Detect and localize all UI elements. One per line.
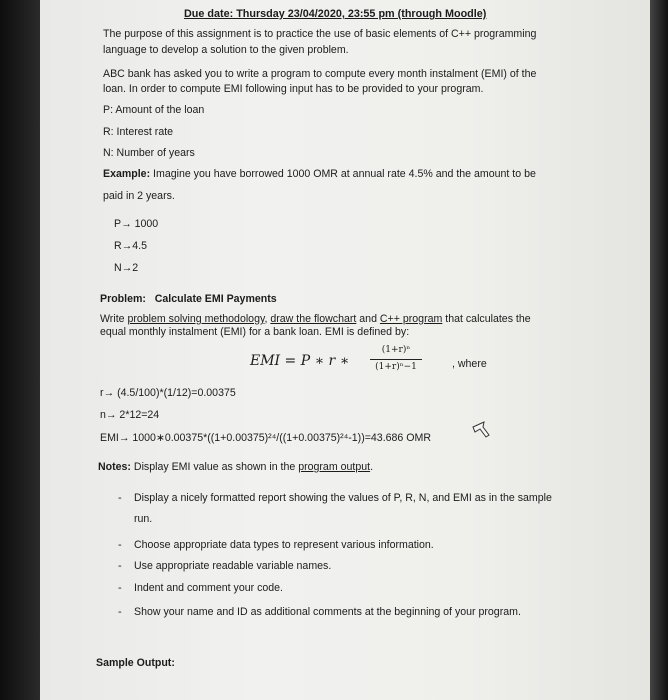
due-date-heading: Due date: Thursday 23/04/2020, 23:55 pm (through Moodle) (184, 8, 487, 20)
purpose-line-2: language to develop a solution to the given problem. (103, 44, 349, 56)
problem-desc-line-2: equal monthly instalment (EMI) for a bank loan. EMI is defined by: (100, 326, 410, 338)
problem-cpp-link: C++ program (379, 313, 443, 325)
example-label: Example: (103, 168, 151, 180)
notes-text: Display EMI value as shown in the (130, 461, 299, 473)
problem-w2: , (264, 313, 271, 325)
bullet-marker: - (118, 582, 122, 594)
calc-emi: EMI→ 1000∗0.00375*((1+0.00375)²⁴/((1+0.00375)²⁴-1))=43.686 OMR (100, 432, 431, 444)
bullet-1: Display a nicely formatted report showing the values of P, R, N, and EMI as in the sample (134, 492, 552, 504)
problem-flowchart-link: draw the flowchart (270, 313, 357, 325)
example-n-value: N→2 (114, 262, 139, 274)
example-p-value: P→ 1000 (114, 218, 159, 230)
input-n: N: Number of years (103, 147, 195, 159)
problem-methodology-link: problem solving methodology (127, 313, 265, 325)
problem-desc-line-1 (100, 313, 531, 326)
photo-left-edge (0, 0, 40, 700)
problem-w1: Write (100, 313, 128, 325)
notes-end: . (370, 461, 374, 473)
problem-w4: that calculates the (442, 313, 531, 325)
intro-line-2: loan. In order to compute EMI following input has to be provided to your program. (103, 83, 484, 95)
emi-formula-lhs: EMI = P ∗ r ∗ (250, 353, 350, 369)
purpose-line-1: The purpose of this assignment is to practice the use of basic elements of C++ programming (103, 28, 537, 40)
example-line-1 (103, 168, 536, 181)
emi-formula-fraction-bar (370, 359, 422, 360)
input-p: P: Amount of the loan (103, 104, 205, 116)
bullet-marker: - (118, 492, 122, 504)
bullet-marker: - (118, 560, 122, 572)
bullet-2: Choose appropriate data types to represent various information. (134, 539, 434, 551)
sample-output-label: Sample Output: (96, 657, 175, 669)
bullet-5: Show your name and ID as additional comments at the beginning of your program. (134, 606, 521, 618)
bullet-4: Indent and comment your code. (134, 582, 283, 594)
notes-label: Notes: (98, 461, 131, 473)
bullet-marker: - (118, 606, 122, 618)
emi-formula-numerator: (1+r)ⁿ (381, 345, 411, 355)
problem-title: Calculate EMI Payments (154, 293, 277, 305)
mouse-cursor-icon (470, 418, 492, 440)
notes-program-output-link: program output (298, 461, 371, 473)
example-r-value: R→4.5 (114, 240, 147, 252)
problem-w3: and (356, 313, 380, 325)
calc-n: n→ 2*12=24 (100, 409, 160, 421)
calc-r: r→ (4.5/100)*(1/12)=0.00375 (100, 387, 236, 399)
example-text-1: Imagine you have borrowed 1000 OMR at annual rate 4.5% and the amount to be (150, 168, 536, 180)
intro-line-1: ABC bank has asked you to write a program to compute every month instalment (EMI) of the (103, 68, 537, 80)
example-line-2: paid in 2 years. (103, 190, 175, 202)
input-r: R: Interest rate (103, 126, 174, 138)
problem-label: Problem: (100, 293, 146, 305)
problem-line (100, 293, 277, 306)
photo-right-edge (650, 0, 668, 700)
emi-formula-denominator: (1+r)ⁿ−1 (375, 362, 417, 372)
formula-where: , where (452, 358, 487, 370)
notes-line (98, 461, 373, 474)
bullet-3: Use appropriate readable variable names. (134, 560, 332, 572)
bullet-marker: - (118, 539, 122, 551)
bullet-1-continuation: run. (134, 513, 153, 525)
